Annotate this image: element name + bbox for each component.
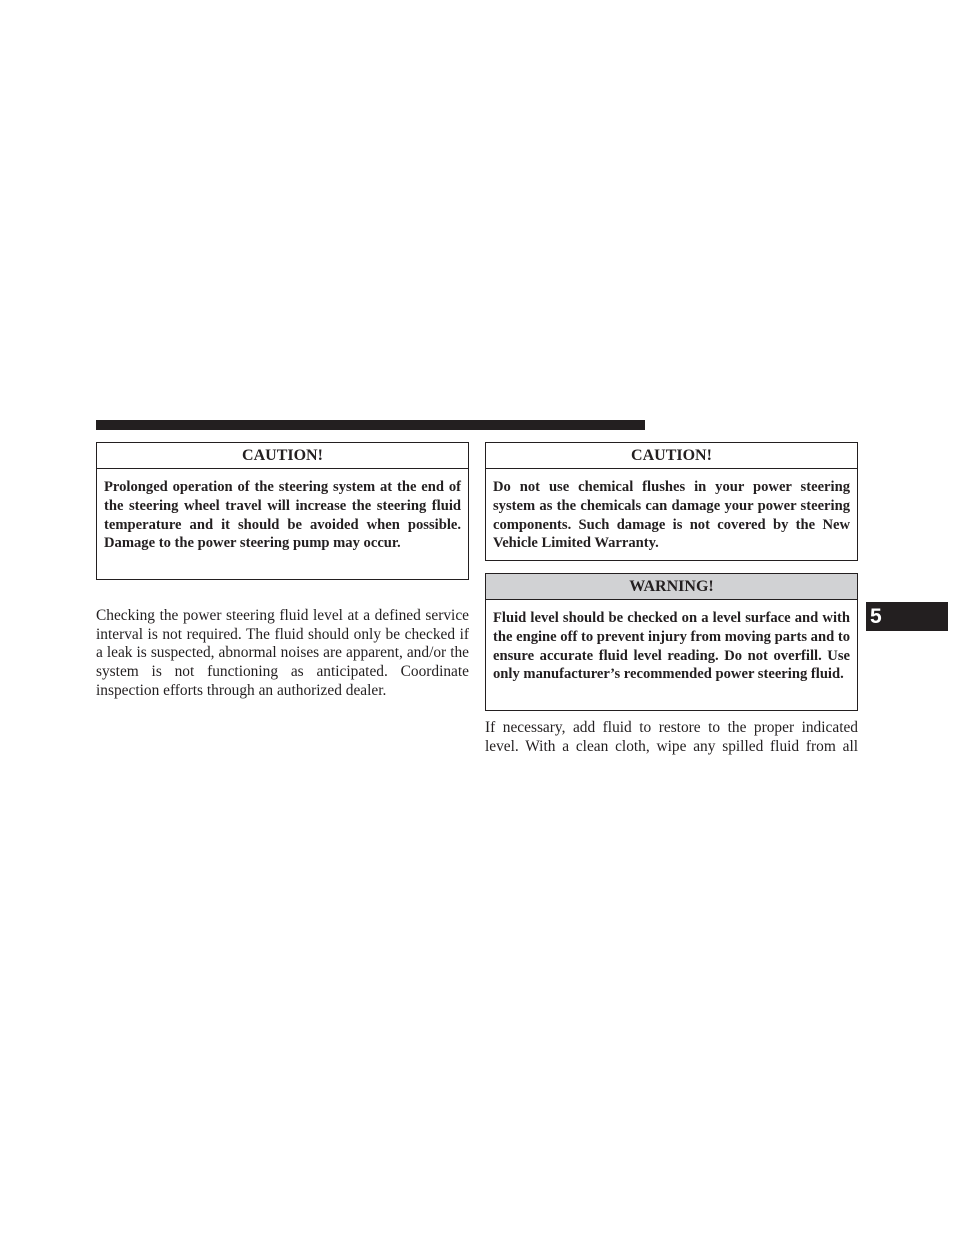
caution-heading: CAUTION! — [486, 443, 857, 469]
caution-text: Do not use chemical flushes in your power steering system as the chemicals can damage your power steering components. Such damage is not covered by the New Vehicle Limited Warranty. — [493, 479, 850, 552]
add-fluid-paragraph: If necessary, add fluid to restore to the proper indicated level. With a clean cloth, wipe any spilled fluid from all — [485, 719, 858, 755]
section-divider-bar — [96, 420, 645, 430]
warning-text: Fluid level should be checked on a level surface and with the engine off to prevent injury from moving parts and to ensure accurate fluid level reading. Do not overfill. Use only manufacturer’s recommended power steering fluid. — [493, 610, 850, 683]
caution-text: Prolonged operation of the steering system at the end of the steering wheel travel will increase the steering fluid temperature and it should be avoided when possible. Damage to the power steering pump may occur. — [104, 479, 461, 552]
caution-heading: CAUTION! — [97, 443, 468, 469]
caution-box-left — [96, 442, 469, 580]
chapter-tab: 5 — [866, 602, 948, 631]
caution-box-right — [485, 442, 858, 561]
warning-heading: WARNING! — [486, 574, 857, 600]
fluid-check-paragraph: Checking the power steering fluid level at a defined service interval is not required. The fluid should only be checked if a leak is suspected, abnormal noises are apparent, and/or the system is not functioning as anticipated. Coordinate inspection efforts through an authorized dealer. — [96, 607, 469, 699]
warning-box — [485, 573, 858, 711]
